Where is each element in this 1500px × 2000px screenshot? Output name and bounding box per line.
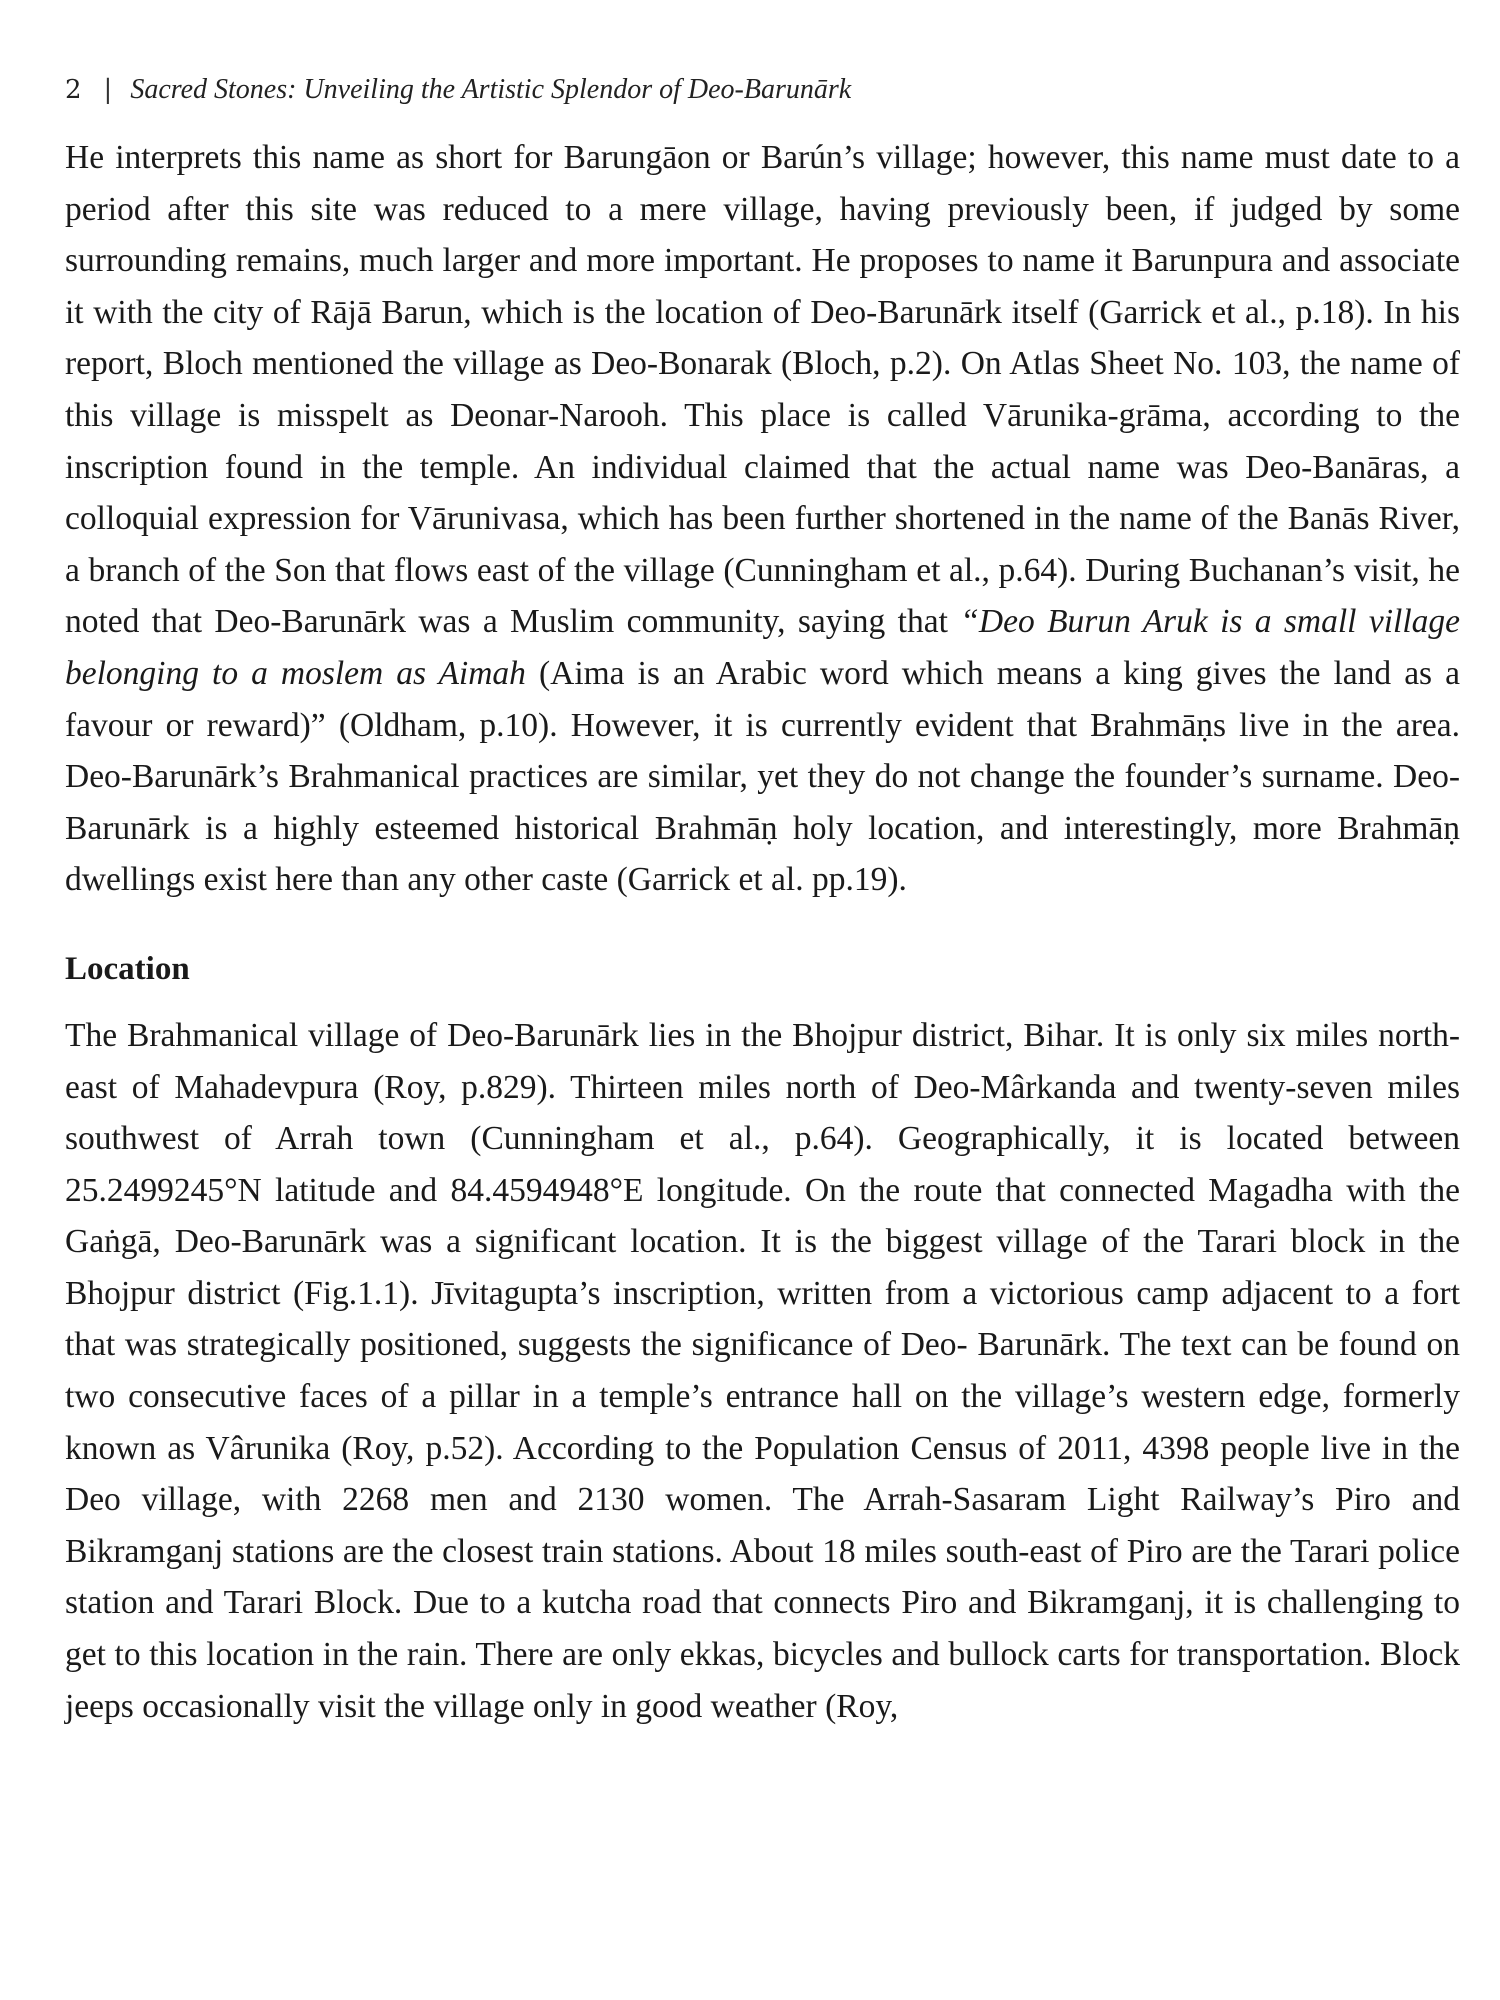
paragraph-origin-of-name — [65, 132, 1460, 906]
paragraph-location: The Brahmanical village of Deo-Barunārk lies in the Bhojpur district, Bihar. It is only six miles north-east of Mahadevpura (Roy, p.829). Thirteen miles north of Deo-Mârkanda and twenty-seven miles southwest of Arrah town (Cunningham et al., p.64). Geographically, it is located between 25.2499245°N latitude and 84.4594948°E longitude. On the route that connected Magadha with the Gaṅgā, Deo-Barunārk was a significant location. It is the biggest village of the Tarari block in the Bhojpur district (Fig.1.1). Jīvitagupta’s inscription, written from a victorious camp adjacent to a fort that was strategically positioned, suggests the significance of Deo- Barunārk. The text can be found on two consecutive faces of a pillar in a temple’s entrance hall on the village’s western edge, formerly known as Vârunika (Roy, p.52). According to the Population Census of 2011, 4398 people live in the Deo village, with 2268 men and 2130 women. The Arrah-Sasaram Light Railway’s Piro and Bikramganj stations are the closest train stations. About 18 miles south-east of Piro are the Tarari police station and Tarari Block. Due to a kutcha road that connects Piro and Bikramganj, it is challenging to get to this location in the rain. There are only ekkas, bicycles and bullock carts for transportation. Block jeeps occasionally visit the village only in good weather (Roy, — [65, 1016, 1460, 1725]
running-head — [65, 70, 1460, 110]
header-separator: | — [103, 75, 113, 105]
paragraph-1-text-a: He interprets this name as short for Barungāon or Barún’s village; however, this name must date to a period after this site was reduced to a mere village, having previously been, if judged by some surrounding remains, much larger and more important. He proposes to name it Barunpura and associate it with the city of Rājā Barun, which is the location of Deo-Barunārk itself (Garrick et al., p.18). In his report, Bloch mentioned the village as Deo-Bonarak (Bloch, p.2). On Atlas Sheet No. 103, the name of this village is misspelt as Deonar-Narooh. This place is called Vārunika-grāma, according to the inscription found in the temple. An individual claimed that the actual name was Deo-Banāras, a colloquial expression for Vārunivasa, which has been further shortened in the name of the Banās River, a branch of the Son that flows east of the village (Cunningham et al., p.64). During Buchanan’s visit, he noted that Deo-Barunārk was a Muslim community, saying that — [65, 139, 1460, 641]
paragraph-1-text-b: (Aima is an Arabic word which means a king gives the land as a favour or reward)” (Oldham, p.10). However, it is currently evident that Brahmāṇs live in the area. Deo-Barunārk’s Brahmanical practices are similar, yet they do not change the founder’s surname. Deo-Barunārk is a highly esteemed historical Brahmāṇ holy location, and interestingly, more Brahmāṇ dwellings exist here than any other caste (Garrick et al. pp.19). — [65, 654, 1460, 899]
page-number: 2 — [65, 75, 82, 105]
section-heading-location: Location — [65, 950, 190, 987]
buchanan-quote: “Deo Burun Aruk is a small village belonging to a moslem as Aimah — [65, 603, 1461, 692]
book-title: Sacred Stones: Unveiling the Artistic Splendor of Deo-Barunārk — [130, 74, 852, 105]
